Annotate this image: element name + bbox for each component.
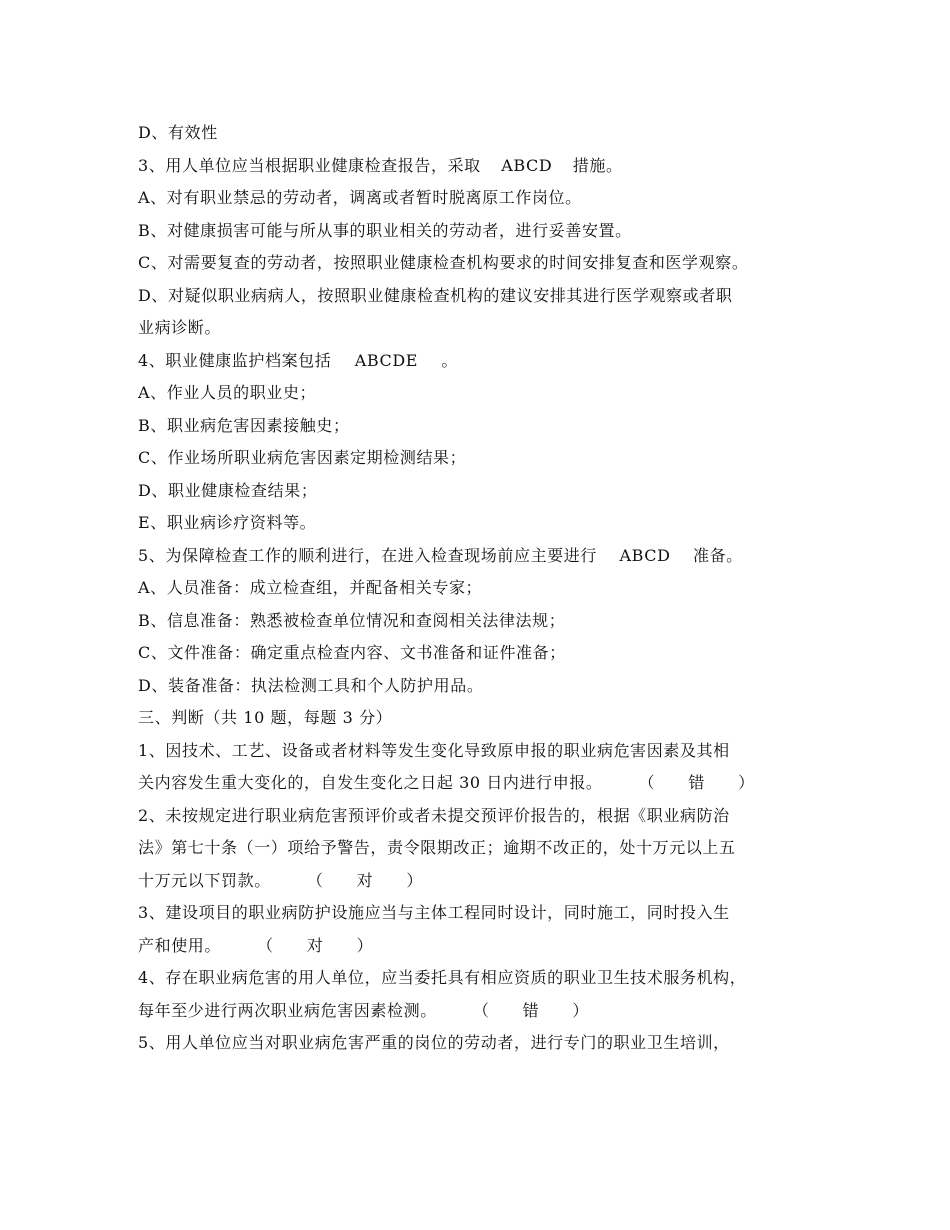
judgement-1-cont (138, 767, 838, 800)
judgement-3-cont (138, 930, 838, 963)
option-5a: A、人员准备：成立检查组，并配备相关专家； (138, 578, 483, 597)
section-heading-judgement: 三、判断（共 10 题，每题 3 分） (138, 708, 393, 727)
question-5-answer: ABCD (619, 545, 671, 565)
option-5b: B、信息准备：熟悉被检查单位情况和查阅相关法律法规； (138, 610, 566, 630)
option-3c: C、对需要复查的劳动者，按照职业健康检查机构要求的时间安排复查和医学观察。 (138, 253, 749, 272)
question-5 (138, 540, 838, 573)
judgement-4-cont (138, 995, 838, 1028)
judgement-1: 1、因技术、工艺、设备或者材料等发生变化导致原申报的职业病危害因素及其相 (138, 740, 730, 760)
question-3-tail: 措施。 (572, 155, 623, 175)
option-5c: C、文件准备：确定重点检查内容、文书准备和证件准备； (138, 643, 566, 662)
question-3-text: 3、用人单位应当根据职业健康检查报告，采取 (138, 155, 481, 175)
option-4d: D、职业健康检查结果； (138, 480, 318, 500)
question-5-tail: 准备。 (692, 545, 743, 565)
judgement-3-text: 产和使用。 (138, 935, 222, 955)
option-3a: A、对有职业禁忌的劳动者，调离或者暂时脱离原工作岗位。 (138, 188, 582, 207)
option-3d: D、对疑似职业病病人，按照职业健康检查机构的建议安排其进行医学观察或者职 (138, 285, 733, 305)
question-3-answer: ABCD (501, 155, 553, 175)
judgement-4-answer: （ 错 ） (472, 1000, 590, 1020)
option-5d: D、装备准备：执法检测工具和个人防护用品。 (138, 675, 484, 695)
option-3b: B、对健康损害可能与所从事的职业相关的劳动者，进行妥善安置。 (138, 220, 632, 240)
document-page (138, 117, 838, 1060)
judgement-3: 3、建设项目的职业病防护设施应当与主体工程同时设计，同时施工，同时投入生 (138, 903, 730, 922)
judgement-1-answer: （ 错 ） (638, 773, 755, 792)
judgement-2: 2、未按规定进行职业病危害预评价或者未提交预评价报告的，根据《职业病防治 (138, 805, 730, 825)
option-4b: B、职业病危害因素接触史； (138, 415, 350, 435)
option-3d-last: D、有效性 (138, 123, 218, 142)
question-4 (138, 345, 838, 378)
question-5-text: 5、为保障检查工作的顺利进行，在进入检查现场前应主要进行 (138, 545, 597, 565)
option-4a: A、作业人员的职业史； (138, 383, 317, 402)
option-3d-cont: 业病诊断。 (138, 318, 222, 337)
judgement-4-text: 每年至少进行两次职业病危害因素检测。 (138, 1000, 437, 1020)
judgement-2-cont: 法》第七十条（一）项给予警告，责令限期改正；逾期不改正的，处十万元以上五 (138, 838, 736, 857)
judgement-3-answer: （ 对 ） (257, 935, 374, 955)
option-4e: E、职业病诊疗资料等。 (138, 513, 317, 532)
option-4c: C、作业场所职业病危害因素定期检测结果； (138, 448, 467, 467)
judgement-2-cont2 (138, 865, 838, 898)
judgement-1-text: 关内容发生重大变化的，自发生变化之日起 30 日内进行申报。 (138, 773, 603, 792)
question-4-text: 4、职业健康监护档案包括 (138, 350, 332, 370)
question-4-tail: 。 (441, 350, 458, 370)
question-3 (138, 150, 838, 183)
judgement-2-answer: （ 对 ） (306, 870, 424, 890)
judgement-2-text: 十万元以下罚款。 (138, 870, 271, 890)
judgement-4: 4、存在职业病危害的用人单位，应当委托具有相应资质的职业卫生技术服务机构， (138, 968, 747, 987)
question-4-answer: ABCDE (354, 350, 419, 370)
judgement-5: 5、用人单位应当对职业病危害严重的岗位的劳动者，进行专门的职业卫生培训， (138, 1033, 730, 1052)
